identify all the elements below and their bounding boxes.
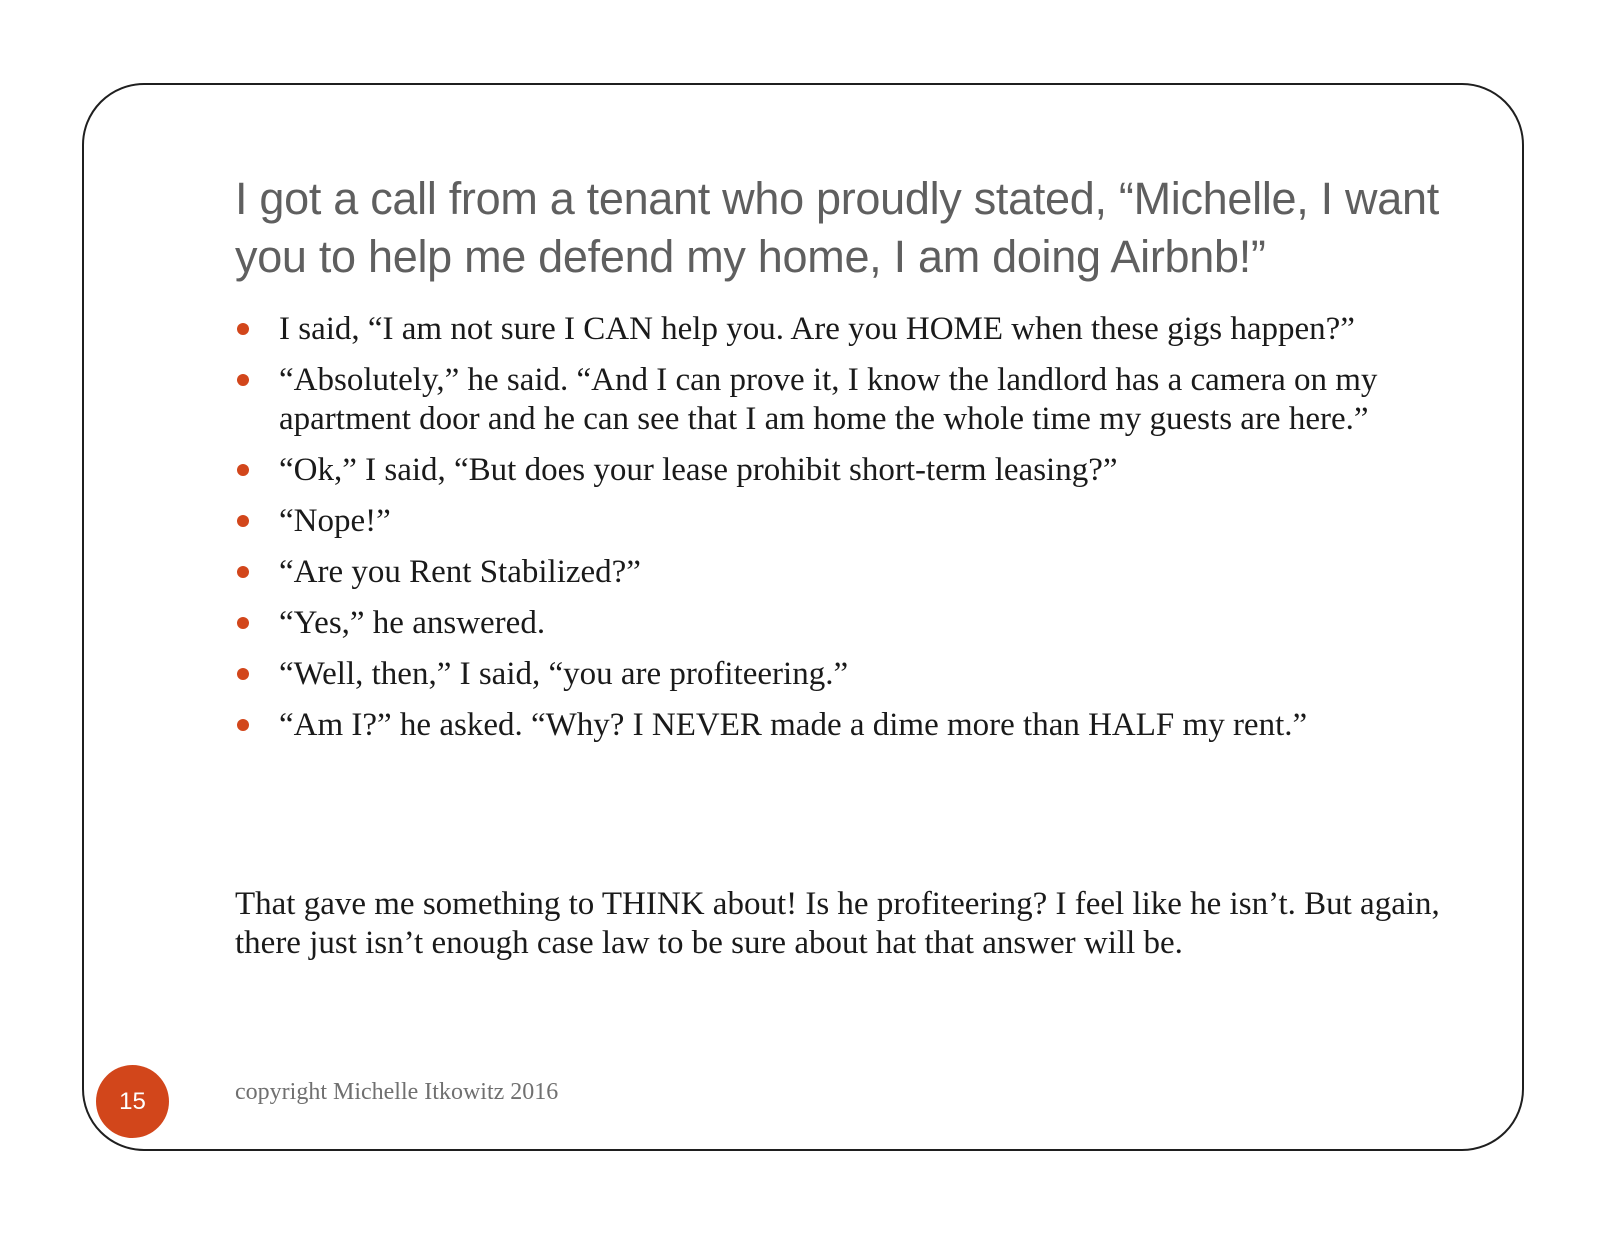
bullet-item	[235, 706, 1475, 745]
copyright-footer: copyright Michelle Itkowitz 2016	[235, 1079, 559, 1105]
bullet-text: “Ok,” I said, “But does your lease prohibit short-term leasing?”	[279, 452, 1118, 488]
bullet-dot-icon	[237, 374, 249, 386]
bullet-text: “Nope!”	[279, 503, 391, 539]
slide-title: I got a call from a tenant who proudly stated, “Michelle, I want you to help me defend my home, I am doing Airbnb!”	[235, 173, 1439, 282]
bullet-list	[235, 310, 1475, 757]
bullet-text: “Are you Rent Stabilized?”	[279, 554, 641, 590]
bullet-item	[235, 553, 1475, 592]
bullet-text: “Well, then,” I said, “you are profiteering.”	[279, 656, 849, 692]
bullet-dot-icon	[237, 323, 249, 335]
bullet-dot-icon	[237, 464, 249, 476]
bullet-dot-icon	[237, 515, 249, 527]
bullet-text: “Am I?” he asked. “Why? I NEVER made a dime more than HALF my rent.”	[279, 707, 1308, 743]
bullet-item	[235, 655, 1475, 694]
bullet-item	[235, 451, 1475, 490]
bullet-dot-icon	[237, 719, 249, 731]
bullet-item	[235, 604, 1475, 643]
bullet-text: “Yes,” he answered.	[279, 605, 546, 641]
bullet-text: “Absolutely,” he said. “And I can prove it, I know the landlord has a camera on my apartment door and he can see that I am home the whole time my guests are here.”	[279, 362, 1378, 437]
bullet-text: I said, “I am not sure I CAN help you. Are you HOME when these gigs happen?”	[279, 311, 1355, 347]
bullet-dot-icon	[237, 617, 249, 629]
page-number-badge: 15	[96, 1065, 169, 1138]
bullet-item	[235, 502, 1475, 541]
bullet-dot-icon	[237, 566, 249, 578]
conclusion-text: That gave me something to THINK about! Is he profiteering? I feel like he isn’t. But again, there just isn’t enough case law to be sure about hat that answer will be.	[235, 886, 1440, 961]
bullet-dot-icon	[237, 668, 249, 680]
bullet-item	[235, 310, 1475, 349]
bullet-item	[235, 361, 1475, 439]
